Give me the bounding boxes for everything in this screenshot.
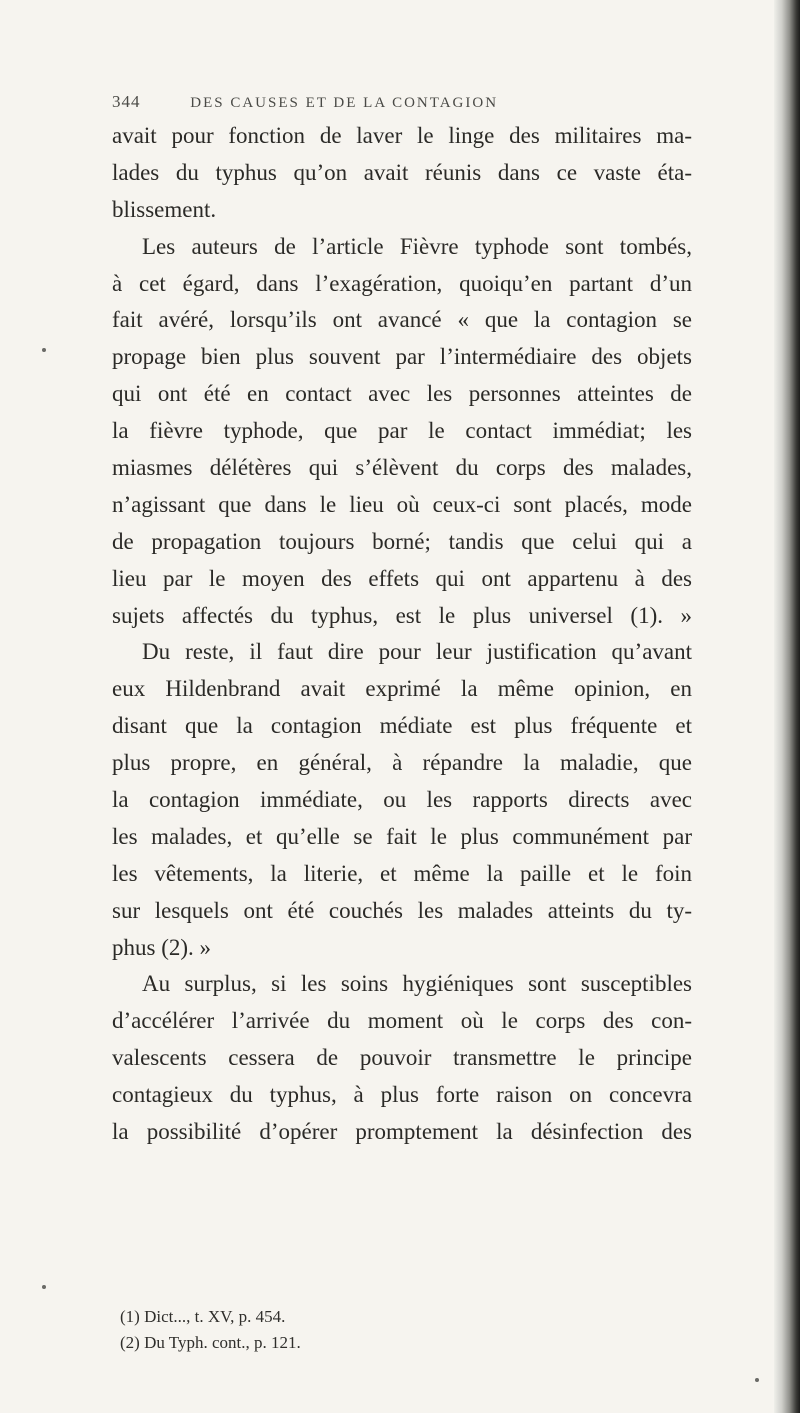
text-line: contagieux du typhus, à plus forte raison on concevra [112,1082,692,1108]
text-line: à cet égard, dans l’exagération, quoiqu’en partant d’un [112,270,692,296]
footnotes [120,1304,301,1356]
text-line: la possibilité d’opérer promptement la désinfection des [112,1119,692,1145]
text-line: avait pour fonction de laver le linge des militaires ma- [112,123,692,148]
text-line: Du reste, il faut dire pour leur justification qu’avant [142,639,692,665]
text-line: disant que la contagion médiate est plus fréquente et [112,713,692,739]
text-line: la contagion immédiate, ou les rapports directs avec [112,787,692,813]
text-line: miasmes délétères qui s’élèvent du corps des malades, [112,455,692,481]
text-line: propage bien plus souvent par l’intermédiaire des objets [112,344,692,370]
text-line: d’accélérer l’arrivée du moment où le corps des con- [112,1008,692,1034]
footnote-1: (1) Dict..., t. XV, p. 454. [120,1307,286,1326]
text-line: blissement. [112,196,217,222]
text-line: lades du typhus qu’on avait réunis dans ce vaste éta- [112,159,692,185]
text-line: plus propre, en général, à répandre la maladie, que [112,750,692,776]
text-line: les vêtements, la literie, et même la paille et le foin [112,860,692,886]
text-line: fait avéré, lorsqu’ils ont avancé « que la contagion se [112,307,692,333]
text-line: phus (2). » [112,934,212,960]
scan-speck [42,348,46,352]
footnote-2: (2) Du Typh. cont., p. 121. [120,1333,301,1352]
page-number: 344 [112,92,141,111]
text-line: Les auteurs de l’article Fièvre typhode sont tombés, [142,233,692,259]
text-line: lieu par le moyen des effets qui ont appartenu à des [112,565,692,591]
scan-speck [42,1285,46,1289]
text-line: eux Hildenbrand avait exprimé la même opinion, en [112,676,692,702]
scan-speck [755,1378,759,1382]
text-line: qui ont été en contact avec les personnes atteintes de [112,381,692,407]
text-line: la fièvre typhode, que par le contact immédiat; les [112,418,692,444]
running-head [112,92,712,112]
text-line: les malades, et qu’elle se fait le plus communément par [112,823,692,849]
text-line: sur lesquels ont été couchés les malades atteints du ty- [112,897,692,923]
text-line: de propagation toujours borné; tandis que celui qui a [112,528,692,554]
text-line: n’agissant que dans le lieu où ceux-ci sont placés, mode [112,491,692,517]
body-text [112,118,692,1151]
binding-edge [774,0,800,1413]
text-line: sujets affectés du typhus, est le plus universel (1). » [112,602,692,628]
running-title: DES CAUSES ET DE LA CONTAGION [190,95,499,111]
text-line: Au surplus, si les soins hygiéniques sont susceptibles [142,971,692,997]
text-line: valescents cessera de pouvoir transmettre le principe [112,1045,692,1071]
